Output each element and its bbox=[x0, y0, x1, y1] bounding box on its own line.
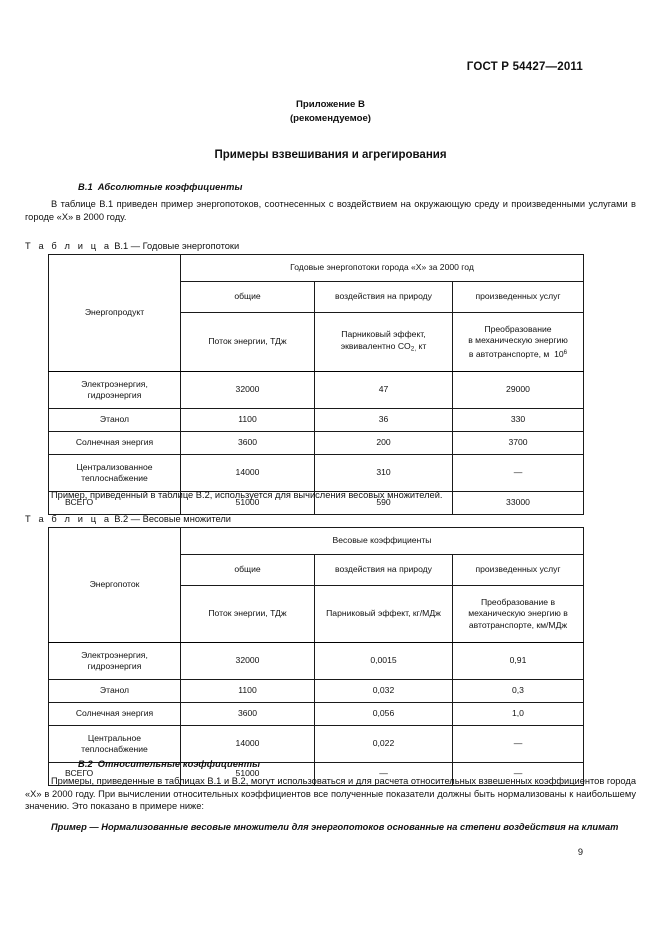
table-b2-row-2-col-0: 3600 bbox=[181, 703, 315, 726]
table-b2-row-4-name: ВСЕГО bbox=[49, 763, 181, 786]
table-b2-group-header-1: воздействия на природу bbox=[315, 555, 453, 586]
table-b2-row-4-col-2: — bbox=[453, 763, 584, 786]
table-b2-row-0-col-1: 0,0015 bbox=[315, 643, 453, 680]
paragraph-b2 bbox=[25, 775, 636, 813]
paragraph-b2-text: Примеры, приведенные в таблицах В.1 и В.2, могут использоваться и для расчета относительных взвешенных коэффициентов города «Х» в 2000 году. При вычислении относительных коэффициентов все полученные показатели должны быть нормализованы к наибольшему значению. Это показано в примере ниже: bbox=[25, 776, 636, 812]
table-b1-row-1-col-2: 330 bbox=[453, 409, 584, 432]
table-b2-row-1-col-0: 1100 bbox=[181, 680, 315, 703]
table-b2-header-row-1 bbox=[49, 528, 584, 555]
table-b1-group-header-0: общие bbox=[181, 282, 315, 313]
paragraph-b2-example bbox=[25, 821, 636, 834]
table-b2-row-2-col-1: 0,056 bbox=[315, 703, 453, 726]
table-b2-stub-header: Энергопоток bbox=[49, 528, 181, 643]
table-b2-caption-number: В.2 bbox=[114, 514, 129, 524]
table-b1-caption-number: В.1 bbox=[114, 241, 129, 251]
table-row bbox=[49, 643, 584, 680]
table-b1-row-0-col-1: 47 bbox=[315, 372, 453, 409]
table-b2-caption-dash: — bbox=[130, 514, 141, 524]
section-title-b1: Абсолютные коэффициенты bbox=[97, 182, 243, 192]
table-b2-row-0-name: Электроэнергия, гидроэнергия bbox=[49, 643, 181, 680]
table-b1-row-2-name: Солнечная энергия bbox=[49, 432, 181, 455]
table-b1-row-4-col-0: 51000 bbox=[181, 492, 315, 515]
table-b2-row-1-col-1: 0,032 bbox=[315, 680, 453, 703]
table-b1-row-4-col-2: 33000 bbox=[453, 492, 584, 515]
table-b1-caption-dash: — bbox=[130, 241, 141, 251]
table-b1-row-4-col-1: 590 bbox=[315, 492, 453, 515]
table-b1-row-0-col-0: 32000 bbox=[181, 372, 315, 409]
table-b2-row-0-col-0: 32000 bbox=[181, 643, 315, 680]
table-b2 bbox=[48, 527, 584, 786]
table-b2-unit-header-2: Преобразование в механическую энергию в автотранспорте, км/МДж bbox=[453, 586, 584, 643]
table-row bbox=[49, 409, 584, 432]
paragraph-b1 bbox=[25, 198, 636, 223]
annex-title: Приложение В bbox=[296, 99, 365, 110]
table-b1-row-1-col-1: 36 bbox=[315, 409, 453, 432]
table-b1-row-1-name: Этанол bbox=[49, 409, 181, 432]
table-b1-row-0-col-2: 29000 bbox=[453, 372, 584, 409]
table-b1-row-3-col-2: — bbox=[453, 455, 584, 492]
table-b1-caption bbox=[25, 241, 239, 251]
table-b2-group-header-2: произведенных услуг bbox=[453, 555, 584, 586]
section-title-b2: Относительные коэффициенты bbox=[97, 759, 261, 769]
table-b1-caption-label: Т а б л и ц а bbox=[25, 241, 112, 251]
standard-number-header: ГОСТ Р 54427—2011 bbox=[466, 61, 583, 73]
table-row bbox=[49, 432, 584, 455]
section-heading-b1 bbox=[78, 182, 243, 192]
table-b1-group-header-2: произведенных услуг bbox=[453, 282, 584, 313]
table-row bbox=[49, 372, 584, 409]
table-b1-row-1-col-0: 1100 bbox=[181, 409, 315, 432]
table-b1-row-2-col-0: 3600 bbox=[181, 432, 315, 455]
page-number: 9 bbox=[577, 847, 583, 857]
table-b2-row-3-col-2: — bbox=[453, 726, 584, 763]
table-b2-unit-header-0: Поток энергии, ТДж bbox=[181, 586, 315, 643]
table-row bbox=[49, 680, 584, 703]
table-b2-row-3-col-0: 14000 bbox=[181, 726, 315, 763]
table-b2-row-2-name: Солнечная энергия bbox=[49, 703, 181, 726]
section-number-b2: В.2 bbox=[78, 759, 93, 769]
table-b1-row-3-name: Централизованное теплоснабжение bbox=[49, 455, 181, 492]
table-b1-caption-title: Годовые энергопотоки bbox=[142, 241, 240, 251]
table-b1-span-header: Годовые энергопотоки города «Х» за 2000 год bbox=[181, 255, 584, 282]
table-b1-unit-header-1: Парниковый эффект, эквивалентно $CO_{2,}$ кт bbox=[315, 313, 453, 372]
table-b2-group-header-0: общие bbox=[181, 555, 315, 586]
table-b1-unit-header-2: Преобразование в механическую энергию в автотранспорте, м $10^6$ bbox=[453, 313, 584, 372]
table-row bbox=[49, 703, 584, 726]
paragraph-between-text: Пример, приведенный в таблице В.2, используется для вычисления весовых множителей. bbox=[51, 490, 443, 500]
table-b1-header-row-1 bbox=[49, 255, 584, 282]
table-row bbox=[49, 726, 584, 763]
table-b1-unit-header-0: Поток энергии, ТДж bbox=[181, 313, 315, 372]
table-b2-row-2-col-2: 1,0 bbox=[453, 703, 584, 726]
annex-title-block bbox=[0, 98, 661, 125]
table-b2-caption-label: Т а б л и ц а bbox=[25, 514, 112, 524]
table-b2-caption bbox=[25, 514, 231, 524]
table-b2-span-header: Весовые коэффициенты bbox=[181, 528, 584, 555]
paragraph-b1-text: В таблице В.1 приведен пример энергопотоков, соотнесенных с воздействием на окружающую среду и произведенными услугами в городе «Х» в 2000 году. bbox=[25, 199, 636, 222]
table-b2-unit-header-1: Парниковый эффект, кг/МДж bbox=[315, 586, 453, 643]
table-b2-row-3-name: Центральное теплоснабжение bbox=[49, 726, 181, 763]
table-b1-row-3-col-0: 14000 bbox=[181, 455, 315, 492]
table-b2-row-0-col-2: 0,91 bbox=[453, 643, 584, 680]
annex-subtitle: (рекомендуемое) bbox=[289, 112, 371, 124]
table-b1-row-2-col-2: 3700 bbox=[453, 432, 584, 455]
page-title: Примеры взвешивания и агрегирования bbox=[214, 149, 447, 161]
table-b2-caption-title: Весовые множители bbox=[142, 514, 231, 524]
section-number-b1: В.1 bbox=[78, 182, 93, 192]
table-b1-stub-header: Энергопродукт bbox=[49, 255, 181, 372]
table-b1-row-0-name: Электроэнергия, гидроэнергия bbox=[49, 372, 181, 409]
table-b2-row-4-col-0: 51000 bbox=[181, 763, 315, 786]
paragraph-between bbox=[25, 489, 636, 502]
table-b2-row-3-col-1: 0,022 bbox=[315, 726, 453, 763]
table-b1-group-header-1: воздействия на природу bbox=[315, 282, 453, 313]
paragraph-b2-example-text: Пример — Нормализованные весовые множители для энергопотоков основанные на степени воздействия на климат bbox=[51, 822, 619, 832]
table-b2-row-1-col-2: 0,3 bbox=[453, 680, 584, 703]
section-heading-b2 bbox=[78, 759, 260, 769]
table-b1-row-2-col-1: 200 bbox=[315, 432, 453, 455]
table-b1 bbox=[48, 254, 584, 515]
table-b2-row-1-name: Этанол bbox=[49, 680, 181, 703]
table-b1-row-4-name: ВСЕГО bbox=[49, 492, 181, 515]
table-b1-row-3-col-1: 310 bbox=[315, 455, 453, 492]
table-b2-row-4-col-1: — bbox=[315, 763, 453, 786]
table-row bbox=[49, 455, 584, 492]
